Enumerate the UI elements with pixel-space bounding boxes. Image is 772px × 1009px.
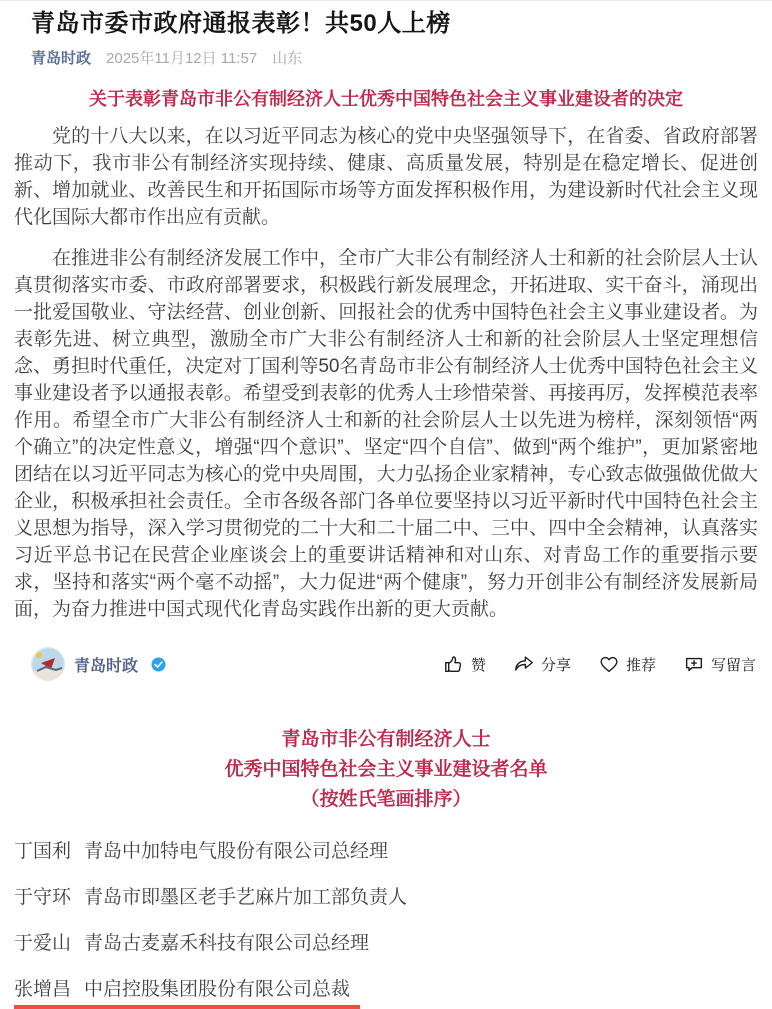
- decision-heading: 关于表彰青岛市非公有制经济人士优秀中国特色社会主义事业建设者的决定: [89, 89, 683, 109]
- highlighted-entry: [14, 980, 360, 1009]
- like-button[interactable]: [443, 653, 486, 675]
- person-name: 张增昌: [14, 979, 72, 1000]
- person-name: 于爱山: [14, 933, 72, 954]
- person-org: 青岛市即墨区老手艺麻片加工部负责人: [84, 887, 408, 908]
- list-item: [14, 934, 758, 954]
- article-content: [0, 85, 772, 623]
- verified-check-icon: [151, 657, 166, 672]
- list-item: [14, 842, 758, 862]
- person-org: 青岛古麦嘉禾科技有限公司总经理: [84, 933, 370, 954]
- recommend-button[interactable]: [598, 653, 656, 675]
- list-item: [14, 980, 758, 1009]
- paragraph: 在推进非公有制经济发展工作中，全市广大非公有制经济人士和新的社会阶层人士认真贯彻落实市委、市政府部署要求，积极践行新发展理念，开拓进取、实干奋斗，涌现出一批爱国敬业、守法经营、创业创新、回报社会的优秀中国特色社会主义事业建设者。为表彰先进、树立典型，激励全市广大非公有制经济人士和新的社会阶层人士坚定理想信念、勇担时代重任，决定对丁国利等50名青岛市非公有制经济人士优秀中国特色社会主义事业建设者予以通报表彰。希望受到表彰的优秀人士珍惜荣誉、再接再厉，发挥模范表率作用。希望全市广大非公有制经济人士和新的社会阶层人士以先进为榜样，深刻领悟“两个确立”的决定性意义，增强“四个意识”、坚定“四个自信”、做到“两个维护”，更加紧密地团结在以习近平同志为核心的党中央周围，大力弘扬企业家精神，专心致志做强做优做大企业，积极承担社会责任。全市各级各部门各单位要坚持以习近平新时代中国特色社会主义思想为指导，深入学习贯彻党的二十大和二十届二中、三中、四中全会精神，认真落实习近平总书记在民营企业座谈会上的重要讲话精神和对山东、对青岛工作的重要指示要求，坚持和落实“两个毫不动摇”，大力促进“两个健康”，努力开创非公有制经济发展新局面，为奋力推进中国式现代化青岛实践作出新的更大贡献。: [14, 248, 758, 620]
- publish-location: 山东: [272, 50, 303, 67]
- action-bar: [443, 653, 756, 675]
- account-avatar[interactable]: [31, 647, 65, 681]
- roster-heading: [0, 725, 772, 815]
- like-label: 赞: [470, 656, 486, 674]
- share-label: 分享: [540, 656, 571, 674]
- roster-heading-line: 青岛市非公有制经济人士: [281, 729, 491, 750]
- heart-icon: [598, 653, 620, 675]
- article-title: 青岛市委市政府通报表彰！共50人上榜: [31, 10, 451, 37]
- comment-plus-icon: [683, 653, 705, 675]
- byline-account-link[interactable]: 青岛时政: [31, 50, 92, 67]
- person-name: 丁国利: [14, 841, 72, 862]
- person-org: 青岛中加特电气股份有限公司总经理: [84, 841, 389, 862]
- comment-button[interactable]: [683, 653, 756, 675]
- author-account-link[interactable]: 青岛时政: [74, 657, 139, 675]
- share-arrow-icon: [513, 653, 535, 675]
- author-info: [31, 647, 166, 681]
- thumbs-up-icon: [443, 653, 465, 675]
- byline: [31, 47, 741, 68]
- comment-label: 写留言: [710, 656, 756, 674]
- person-name: 于守环: [14, 887, 72, 908]
- paragraph: 党的十八大以来，在以习近平同志为核心的党中央坚强领导下，在省委、省政府部署推动下，我市非公有制经济实现持续、健康、高质量发展，特别是在稳定增长、促进创新、增加就业、改善民生和开拓国际市场等方面发挥积极作用，为建设新时代社会主义现代化国际大都市作出应有贡献。: [14, 126, 758, 228]
- person-org: 中启控股集团股份有限公司总裁: [84, 979, 351, 1000]
- list-item: [14, 888, 758, 908]
- author-bar: [0, 637, 772, 681]
- article-header: [0, 1, 772, 68]
- share-button[interactable]: [513, 653, 571, 675]
- recommend-label: 推荐: [625, 656, 656, 674]
- roster-heading-line: （按姓氏笔画排序）: [300, 789, 472, 810]
- roster-heading-line: 优秀中国特色社会主义事业建设者名单: [224, 759, 548, 780]
- publish-date: 2025年11月12日 11:57: [106, 50, 258, 67]
- roster-list: [0, 842, 772, 1009]
